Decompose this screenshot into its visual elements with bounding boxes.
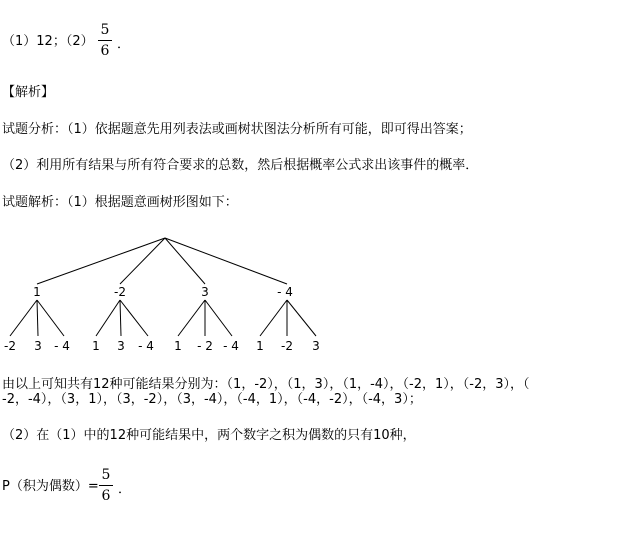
solution-intro: 试题解析：（1）根据题意画树形图如下： bbox=[2, 195, 238, 210]
answer-prefix: （1）12；（2） bbox=[2, 34, 94, 49]
node-l2-2-2: 3 bbox=[117, 339, 125, 353]
edge-root-3 bbox=[165, 238, 205, 284]
node-l2-3-2: - 2 bbox=[197, 339, 213, 353]
edge-1-c bbox=[37, 300, 64, 336]
prob-fraction-denominator: 6 bbox=[101, 488, 111, 504]
tree-edges bbox=[10, 238, 316, 336]
answer-fraction-numerator: 5 bbox=[100, 22, 110, 38]
node-l1-3: 3 bbox=[201, 285, 209, 299]
edge-2-c bbox=[120, 300, 148, 336]
edge-4-c bbox=[287, 300, 316, 336]
edge-root-4 bbox=[165, 238, 287, 284]
node-l2-2-3: - 4 bbox=[138, 339, 154, 353]
edge-2-a bbox=[96, 300, 120, 336]
result-line-2: -2，-4），（3，1），（3，-2），（3，-4），（-4，1），（-4，-2），（-4，3）； bbox=[2, 392, 422, 407]
node-l2-4-1: 1 bbox=[256, 339, 264, 353]
node-l1-1: 1 bbox=[33, 285, 41, 299]
prob-suffix: ． bbox=[118, 482, 132, 497]
node-l2-1-2: 3 bbox=[34, 339, 42, 353]
analysis-line-2: （2）利用所有结果与所有符合要求的总数，然后根据概率公式求出该事件的概率． bbox=[2, 158, 479, 173]
node-l1-4: - 4 bbox=[277, 285, 293, 299]
edge-root-2 bbox=[120, 238, 165, 284]
node-l2-1-1: -2 bbox=[4, 339, 16, 353]
edge-1-a bbox=[10, 300, 37, 336]
answer-suffix: ． bbox=[117, 37, 131, 52]
section-heading: 【解析】 bbox=[2, 85, 55, 100]
edge-1-b bbox=[37, 300, 38, 336]
answer-fraction-denominator: 6 bbox=[100, 43, 110, 59]
node-l2-3-1: 1 bbox=[174, 339, 182, 353]
analysis-line-1: 试题分析：（1）依据题意先用列表法或画树状图法分析所有可能，即可得出答案； bbox=[2, 122, 472, 137]
node-l2-2-1: 1 bbox=[92, 339, 100, 353]
node-l2-1-3: - 4 bbox=[54, 339, 70, 353]
prob-prefix: P（积为偶数）= bbox=[2, 479, 99, 494]
prob-fraction bbox=[99, 467, 113, 504]
edge-2-b bbox=[120, 300, 121, 336]
node-l2-3-3: - 4 bbox=[223, 339, 239, 353]
edge-4-a bbox=[260, 300, 287, 336]
edge-3-a bbox=[178, 300, 205, 336]
node-l2-4-2: -2 bbox=[281, 339, 293, 353]
prob-fraction-bar bbox=[99, 485, 113, 486]
part2-text: （2）在（1）中的12种可能结果中，两个数字之积为偶数的只有10种， bbox=[2, 428, 416, 443]
node-l1-2: -2 bbox=[114, 285, 126, 299]
edge-root-1 bbox=[37, 238, 165, 284]
node-l2-4-3: 3 bbox=[312, 339, 320, 353]
prob-fraction-numerator: 5 bbox=[101, 467, 111, 483]
edge-3-c bbox=[205, 300, 232, 336]
result-line-1: 由以上可知共有12种可能结果分别为：（1，-2），（1，3），（1，-4），（-2，1），（-2，3），（ bbox=[2, 377, 530, 392]
